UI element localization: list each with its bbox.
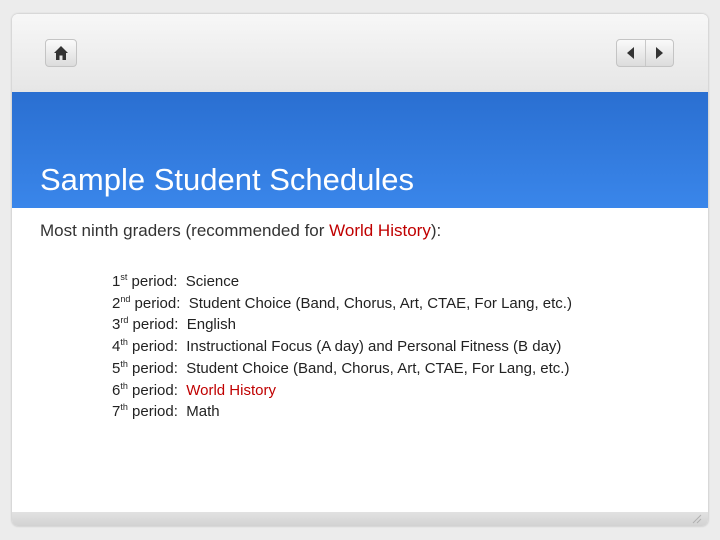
period-ordinal-suffix: th	[120, 380, 128, 391]
period-row	[112, 401, 572, 423]
period-number: 7	[112, 403, 121, 421]
period-row	[112, 336, 572, 358]
period-label: period:	[127, 381, 187, 399]
period-list	[112, 271, 572, 423]
top-toolbar	[12, 14, 708, 92]
period-row	[112, 293, 572, 315]
period-subject: Instructional Focus (A day) and Personal Fitness (B day)	[186, 338, 562, 356]
slide-title: Sample Student Schedules	[40, 162, 414, 197]
period-row	[112, 314, 572, 336]
bottom-bar	[12, 512, 708, 526]
period-row	[112, 380, 572, 402]
period-subject: English	[186, 316, 236, 334]
period-label: period:	[128, 316, 187, 334]
period-number: 1	[112, 273, 121, 290]
home-button[interactable]	[45, 39, 77, 67]
period-subject: Student Choice (Band, Chorus, Art, CTAE, For Lang, etc.)	[186, 359, 570, 377]
previous-arrow-icon	[626, 47, 636, 59]
period-subject: Math	[186, 403, 220, 421]
period-label: period:	[127, 359, 187, 377]
intro-prefix: Most ninth graders (recommended for	[40, 221, 330, 240]
period-number: 4	[112, 338, 121, 356]
period-ordinal-suffix: nd	[120, 293, 131, 304]
period-ordinal-suffix: th	[120, 402, 128, 413]
intro-highlight: World History	[329, 221, 431, 240]
period-subject: World History	[186, 381, 276, 399]
period-number: 6	[112, 381, 121, 399]
period-row	[112, 271, 572, 293]
intro-text	[40, 221, 441, 241]
next-slide-button[interactable]	[645, 40, 673, 66]
period-subject: Student Choice (Band, Chorus, Art, CTAE, For Lang, etc.)	[188, 294, 572, 312]
period-row	[112, 358, 572, 380]
period-ordinal-suffix: th	[120, 337, 128, 348]
resize-grip-icon[interactable]	[690, 512, 702, 524]
period-label: period:	[127, 338, 187, 356]
period-number: 5	[112, 359, 121, 377]
period-ordinal-suffix: st	[120, 272, 128, 282]
home-icon	[53, 45, 69, 61]
period-number: 3	[112, 316, 121, 334]
period-subject: Science	[185, 273, 240, 290]
next-arrow-icon	[654, 47, 664, 59]
previous-slide-button[interactable]	[617, 40, 646, 66]
intro-suffix: ):	[430, 221, 442, 240]
period-label: period:	[127, 403, 187, 421]
period-ordinal-suffix: rd	[120, 315, 129, 326]
period-ordinal-suffix: th	[120, 358, 128, 369]
slide-navigation	[616, 39, 674, 67]
slide	[12, 14, 708, 526]
period-label: period:	[130, 294, 189, 312]
period-number: 2	[112, 294, 121, 312]
period-label: period:	[127, 273, 186, 290]
